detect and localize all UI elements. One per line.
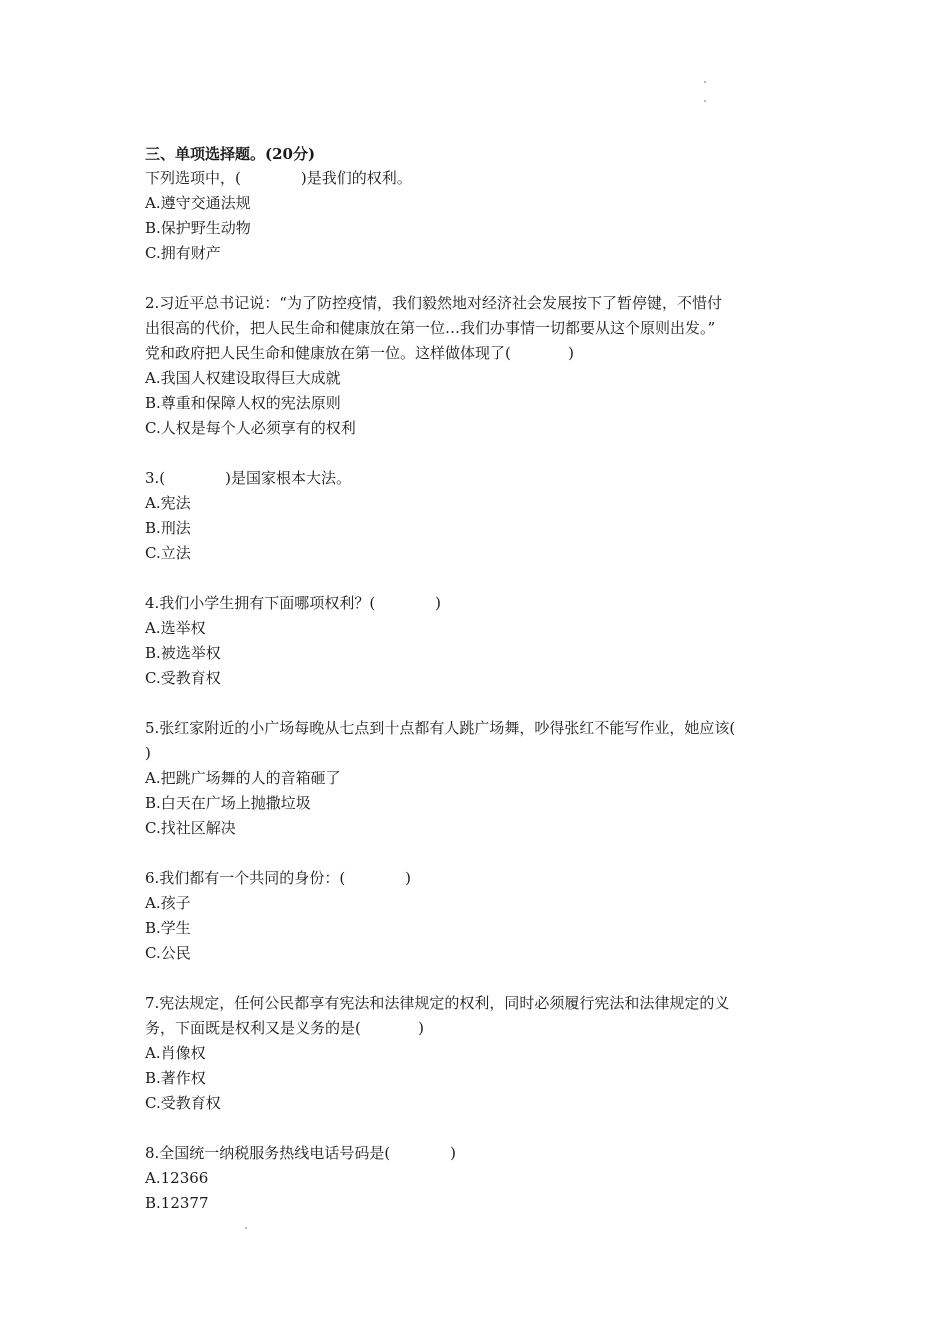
question-stem: 3.( )是国家根本大法。 <box>145 469 352 487</box>
question-8 <box>145 1141 825 1216</box>
option-c: C.公民 <box>145 944 191 962</box>
question-stem: 6.我们都有一个共同的身份：( ) <box>145 869 412 887</box>
question-stem-line: 出很高的代价，把人民生命和健康放在第一位…我们办事情一切都要从这个原则出发。” <box>145 319 716 337</box>
question-7 <box>145 991 825 1116</box>
question-stem: 8.全国统一纳税服务热线电话号码是( ) <box>145 1144 457 1162</box>
option-c: C.受教育权 <box>145 669 221 687</box>
question-2 <box>145 291 825 441</box>
question-stem-line: 党和政府把人民生命和健康放在第一位。这样做体现了( ) <box>145 344 574 362</box>
question-4 <box>145 591 825 691</box>
scan-mark <box>704 81 706 83</box>
question-1 <box>145 166 825 266</box>
option-b: B.白天在广场上抛撒垃圾 <box>145 794 311 812</box>
question-stem-line: 务，下面既是权利又是义务的是( ) <box>145 1019 424 1037</box>
question-stem: 下列选项中，( )是我们的权利。 <box>145 169 412 187</box>
option-a: A.肖像权 <box>145 1044 206 1062</box>
option-c: C.立法 <box>145 544 191 562</box>
question-stem-line: 5.张红家附近的小广场每晚从七点到十点都有人跳广场舞，吵得张红不能写作业，她应该( <box>145 719 736 737</box>
question-3 <box>145 466 825 566</box>
option-a: A.把跳广场舞的人的音箱砸了 <box>145 769 341 787</box>
question-6 <box>145 866 825 966</box>
option-b: B.12377 <box>145 1194 209 1212</box>
section-title: 三、单项选择题。(20分) <box>145 145 316 163</box>
option-a: A.宪法 <box>145 494 191 512</box>
option-c: C.找社区解决 <box>145 819 236 837</box>
option-b: B.尊重和保障人权的宪法原则 <box>145 394 341 412</box>
option-b: B.保护野生动物 <box>145 219 251 237</box>
question-stem-line: ) <box>145 744 151 762</box>
option-b: B.刑法 <box>145 519 191 537</box>
question-stem-line: 7.宪法规定，任何公民都享有宪法和法律规定的权利，同时必须履行宪法和法律规定的义 <box>145 994 730 1012</box>
scan-mark <box>704 100 706 102</box>
option-a: A.12366 <box>145 1169 209 1187</box>
question-5 <box>145 716 825 841</box>
option-c: C.拥有财产 <box>145 244 221 262</box>
option-a: A.孩子 <box>145 894 191 912</box>
exam-page <box>145 142 825 1241</box>
option-c: C.人权是每个人必须享有的权利 <box>145 419 356 437</box>
option-b: B.学生 <box>145 919 191 937</box>
option-a: A.我国人权建设取得巨大成就 <box>145 369 341 387</box>
option-b: B.著作权 <box>145 1069 206 1087</box>
option-a: A.选举权 <box>145 619 206 637</box>
question-stem-line: 2.习近平总书记说：“为了防控疫情，我们毅然地对经济社会发展按下了暂停键，不惜付 <box>145 294 722 312</box>
option-c: C.受教育权 <box>145 1094 221 1112</box>
question-stem: 4.我们小学生拥有下面哪项权利？( ) <box>145 594 442 612</box>
option-b: B.被选举权 <box>145 644 221 662</box>
option-a: A.遵守交通法规 <box>145 194 251 212</box>
